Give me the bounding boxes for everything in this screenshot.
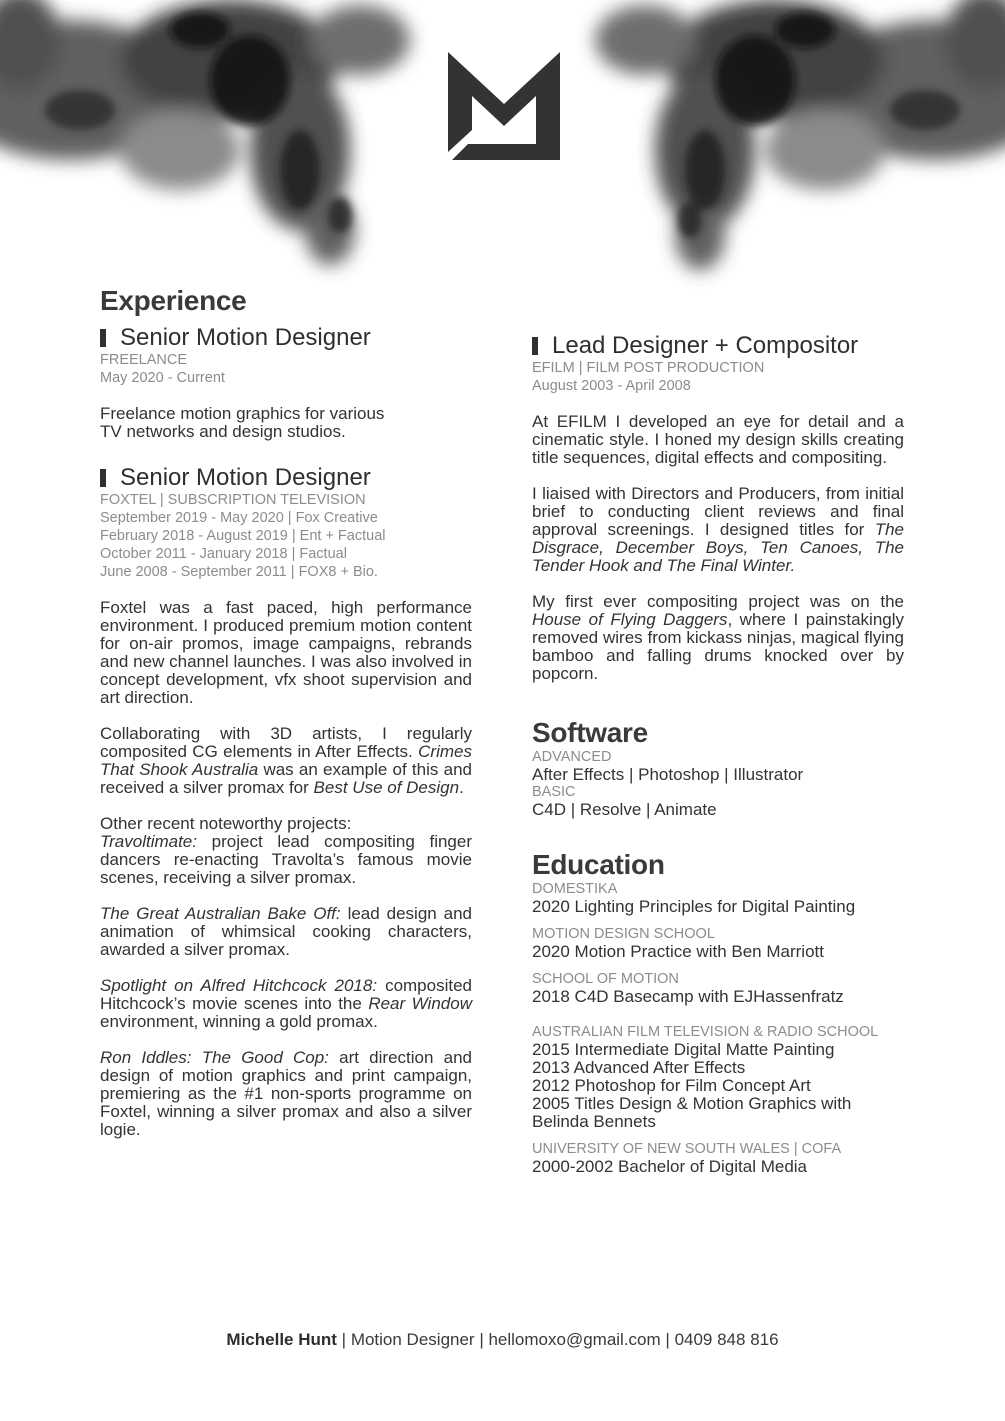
right-column: [532, 331, 904, 1186]
software-basic-list: C4D | Resolve | Animate: [532, 800, 717, 819]
footer-role: Motion Designer: [350, 1330, 475, 1349]
education-block: [532, 971, 904, 1006]
course: 2005 Titles Design & Motion Graphics with Belinda Bennets: [532, 1094, 852, 1131]
left-column: [100, 285, 472, 1161]
footer-email[interactable]: hellomoxo@gmail.com: [488, 1330, 661, 1349]
job-title: Lead Designer + Compositor: [532, 331, 904, 360]
job-date: June 2008 - September 2011 | FOX8 + Bio.: [100, 564, 378, 580]
software-heading: Software: [532, 717, 648, 748]
school-name: DOMESTIKA: [532, 881, 618, 897]
software-advanced-label: ADVANCED: [532, 749, 612, 765]
course: 2015 Intermediate Digital Matte Painting: [532, 1040, 835, 1059]
job-org: FOXTEL | SUBSCRIPTION TELEVISION: [100, 492, 366, 508]
software-basic-label: BASIC: [532, 784, 576, 800]
course: 2020 Lighting Principles for Digital Painting: [532, 897, 856, 916]
job-title: Senior Motion Designer: [100, 463, 472, 492]
efilm-paragraph-2: I liaised with Directors and Producers, from initial brief to conducting client reviews and final approval screenings. I designed titles for The Disgrace, December Boys, Ten Canoes, The Tender Hook and The Final Winter.: [532, 484, 904, 575]
foxtel-paragraph-1: Foxtel was a fast paced, high performance environment. I produced premium motion content for on-air promos, image campaigns, rebrands and new channel launches. I was also involved in concept development, vfx shoot supervision and art direction.: [100, 598, 472, 707]
foxtel-paragraph-2: Collaborating with 3D artists, I regularly composited CG elements in After Effects. Crimes That Shook Australia was an example of this and received a silver promax for Best Use of Design.: [100, 724, 472, 797]
job-foxtel: [100, 463, 472, 1139]
footer-name: Michelle Hunt: [226, 1330, 337, 1349]
school-name: UNIVERSITY OF NEW SOUTH WALES | COFA: [532, 1141, 842, 1157]
course: 2012 Photoshop for Film Concept Art: [532, 1076, 811, 1095]
job-freelance: [100, 323, 472, 441]
experience-heading: Experience: [100, 285, 247, 316]
school-name: AUSTRALIAN FILM TELEVISION & RADIO SCHOOL: [532, 1024, 879, 1040]
school-name: SCHOOL OF MOTION: [532, 971, 679, 987]
job-date: August 2003 - April 2008: [532, 378, 691, 394]
monogram-logo: [448, 52, 560, 162]
course: 2013 Advanced After Effects: [532, 1058, 746, 1077]
job-efilm: [532, 331, 904, 683]
school-name: MOTION DESIGN SCHOOL: [532, 926, 715, 942]
education-heading: Education: [532, 849, 665, 880]
efilm-paragraph-3: My first ever compositing project was on the House of Flying Daggers, where I painstakingly removed wires from kickass ninjas, magical flying bamboo and falling drums knocked over by popcorn.: [532, 592, 905, 683]
education-block: [532, 881, 904, 916]
efilm-paragraph-1: At EFILM I developed an eye for detail and a cinematic style. I honed my design skills creating title sequences, digital effects and compositing.: [532, 412, 904, 467]
footer-contact: Michelle Hunt | Motion Designer | hellomoxo@gmail.com | 0409 848 816: [226, 1330, 779, 1349]
foxtel-paragraph-5: Spotlight on Alfred Hitchcock 2018: composited Hitchcock’s movie scenes into the Rear Window environment, winning a gold promax.: [100, 976, 472, 1031]
footer-phone[interactable]: 0409 848 816: [674, 1330, 779, 1349]
job-date: September 2019 - May 2020 | Fox Creative: [100, 510, 378, 526]
software-section: [532, 717, 904, 819]
job-org: EFILM | FILM POST PRODUCTION: [532, 360, 765, 376]
job-title: Senior Motion Designer: [100, 323, 472, 352]
foxtel-paragraph-6: Ron Iddles: The Good Cop: art direction and design of motion graphics and print campaign, premiering as the #1 non-sports programme on Foxtel, winning a silver promax and also a silver logie.: [100, 1048, 472, 1139]
education-block: [532, 1024, 904, 1131]
job-description: Freelance motion graphics for various TV networks and design studios.: [100, 404, 385, 441]
foxtel-paragraph-4: The Great Australian Bake Off: lead design and animation of whimsical cooking characters, awarded a silver promax.: [100, 904, 473, 959]
software-advanced-list: After Effects | Photoshop | Illustrator: [532, 765, 804, 784]
job-date: February 2018 - August 2019 | Ent + Factual: [100, 528, 386, 544]
job-date: October 2011 - January 2018 | Factual: [100, 546, 347, 562]
course: 2000-2002 Bachelor of Digital Media: [532, 1157, 808, 1176]
job-org: FREELANCE: [100, 352, 188, 368]
course: 2020 Motion Practice with Ben Marriott: [532, 942, 824, 961]
education-block: [532, 926, 904, 961]
education-block: [532, 1141, 904, 1176]
foxtel-paragraph-3: Other recent noteworthy projects: Travoltimate: project lead compositing finger dancers re-enacting Travolta’s famous movie scenes, receiving a silver promax.: [100, 814, 472, 887]
education-section: [532, 849, 904, 1176]
job-date: May 2020 - Current: [100, 370, 225, 386]
course: 2018 C4D Basecamp with EJHassenfratz: [532, 987, 844, 1006]
